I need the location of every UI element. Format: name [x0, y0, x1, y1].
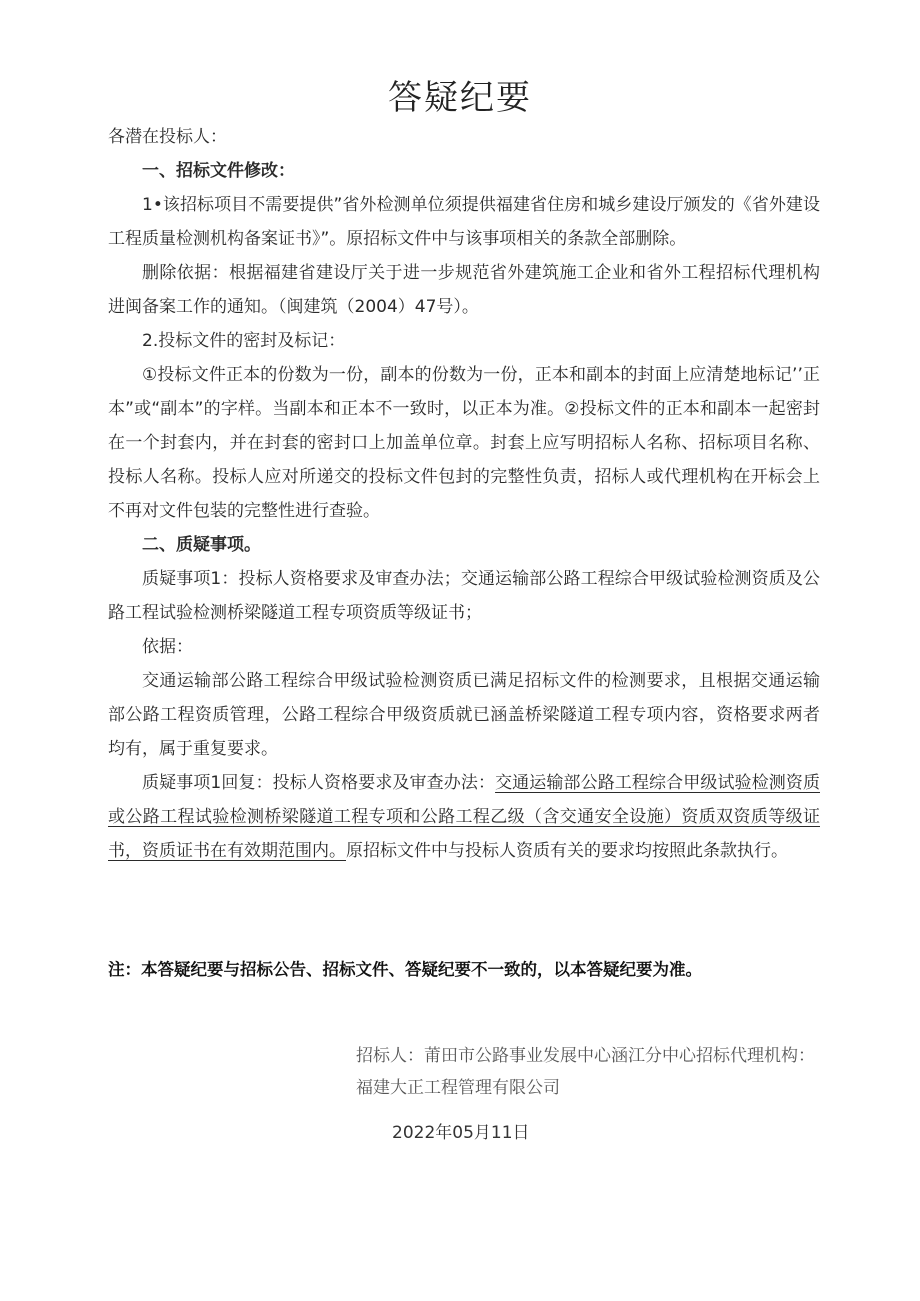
reply-underlined-text: 交通运输部公路工程综合甲级试验检测资质或公路工程试验检测桥梁隧道工程专项和公路工程乙级（含交通安全设施）资质双资质等级证书，资质证书在有效期范围内。 [108, 773, 820, 861]
section1-item2-text: ①投标文件正本的份数为一份，副本的份数为一份，正本和副本的封面上应清楚地标记’’正本”或“副本”的字样。当副本和正本不一致时，以正本为准。②投标文件的正本和副本一起密封在一个封套内，并在封套的密封口上加盖单位章。封套上应写明招标人名称、招标项目名称、投标人名称。投标人应对所递交的投标文件包封的完整性负责，招标人或代理机构在开标会上不再对文件包装的完整性进行查验。 [108, 365, 820, 521]
item1-prefix: 1• [142, 195, 163, 215]
section1-item2-heading: 2.投标文件的密封及标记： [142, 331, 346, 351]
item1-text: 该招标项目不需要提供”省外检测单位须提供福建省住房和城乡建设厅颁发的《省外建设工程质量检测机构备案证书》”。原招标文件中与该事项相关的条款全部删除。 [108, 195, 820, 249]
section1-heading: 一、招标文件修改： [142, 161, 295, 181]
basis-text: 交通运输部公路工程综合甲级试验检测资质已满足招标文件的检测要求，且根据交通运输部公路工程资质管理，公路工程综合甲级资质就已涵盖桥梁隧道工程专项内容，资格要求两者均有，属于重复要求。 [108, 671, 820, 759]
closing-note: 注：本答疑纪要与招标公告、招标文件、答疑纪要不一致的，以本答疑纪要为准。 [108, 960, 702, 979]
question-1-reply [108, 766, 820, 868]
signature-block: 招标人：莆田市公路事业发展中心涵江分中心招标代理机构：福建大正工程管理有限公司 [356, 1046, 815, 1098]
section1-basis: 删除依据：根据福建省建设厅关于进一步规范省外建筑施工企业和省外工程招标代理机构进闽备案工作的通知。（闽建筑（2004）47号）。 [108, 263, 820, 317]
signature-date: 2022年05月11日 [392, 1123, 530, 1143]
question-1: 质疑事项1：投标人资格要求及审查办法；交通运输部公路工程综合甲级试验检测资质及公路工程试验检测桥梁隧道工程专项资质等级证书； [108, 569, 820, 623]
salutation: 各潜在投标人： [108, 127, 227, 147]
reply-prefix: 质疑事项1回复：投标人资格要求及审查办法： [142, 773, 496, 793]
page-title: 答疑纪要 [388, 78, 532, 118]
basis-label: 依据： [142, 637, 193, 657]
reply-suffix: 原招标文件中与投标人资质有关的要求均按照此条款执行。 [346, 841, 788, 861]
section2-heading: 二、质疑事项。 [142, 535, 261, 555]
section1-item1 [108, 188, 820, 256]
